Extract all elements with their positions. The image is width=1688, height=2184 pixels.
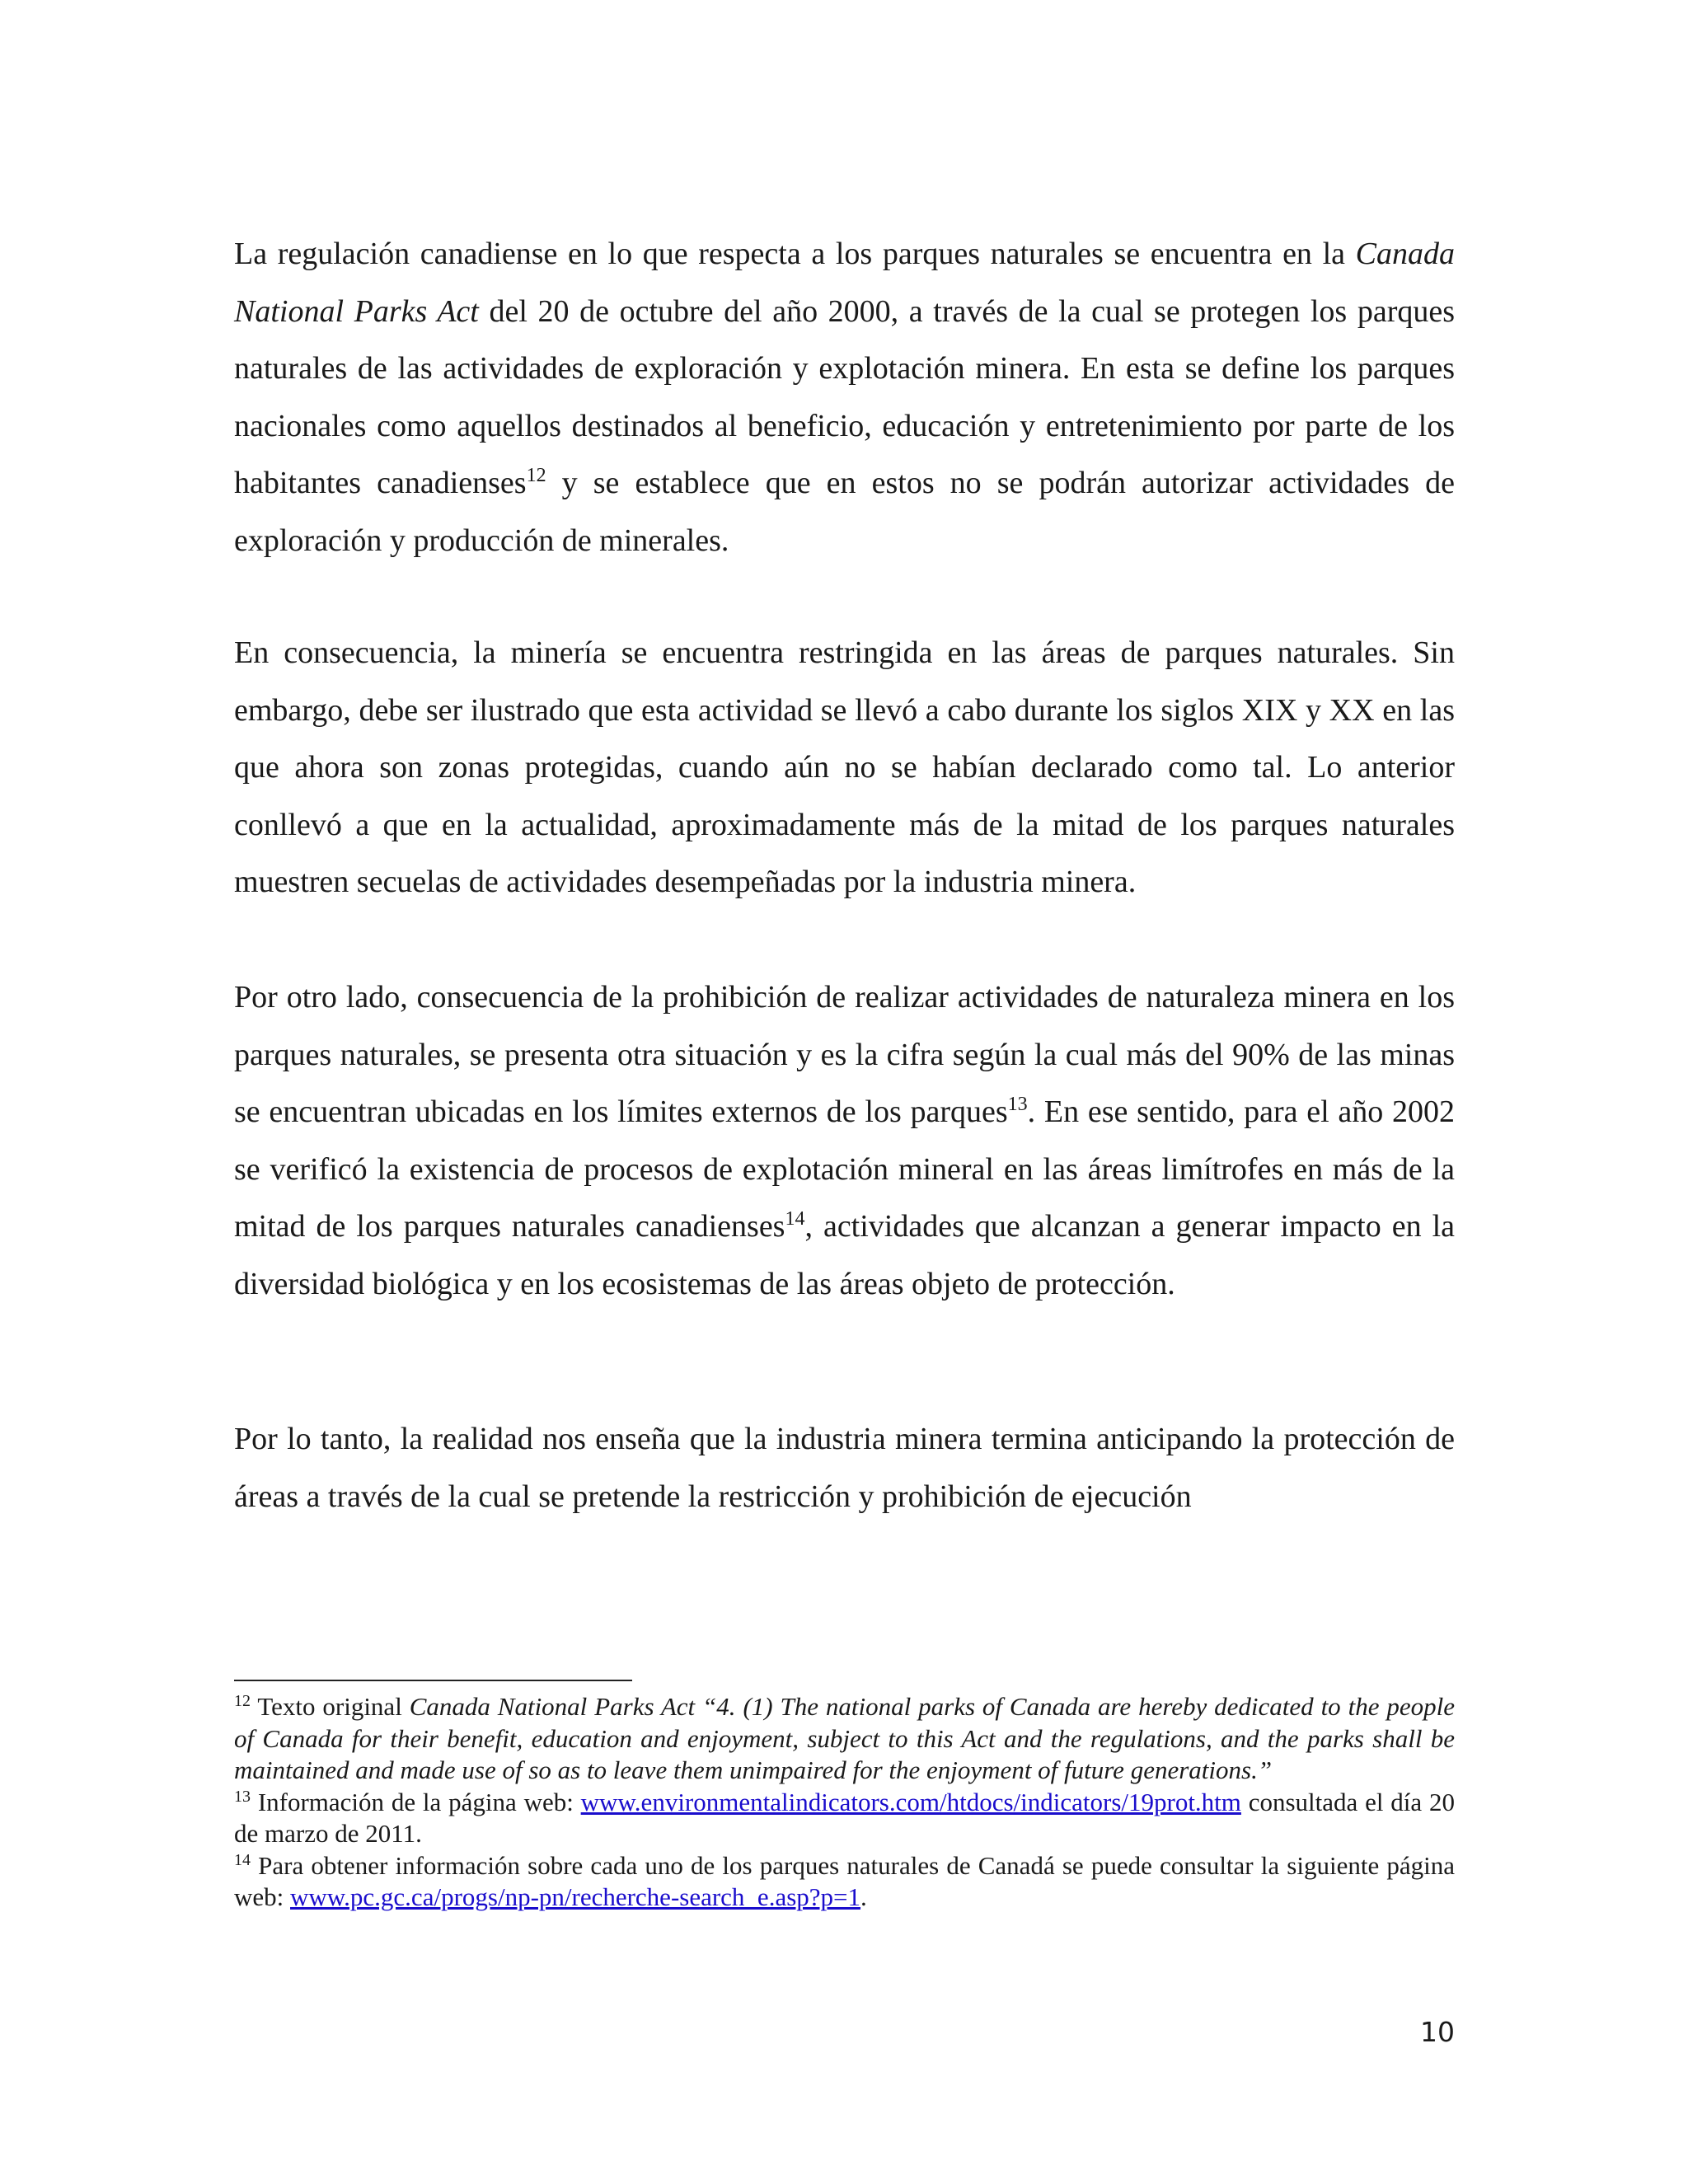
p3-text-a: Por otro lado, consecuencia de la prohibición de realizar actividades de naturaleza minera en los parques naturales, se presenta otra situación y es la cifra según la cual más del 90% de las minas se encuentran ubicadas en los límites externos de los parques xyxy=(234,980,1455,1130)
footnote-13-link[interactable]: www.environmentalindicators.com/htdocs/indicators/19prot.htm xyxy=(580,1787,1241,1816)
paragraph-canada-parks-act xyxy=(234,226,1455,570)
footnote-14-text-b: . xyxy=(860,1882,867,1911)
footnote-14 xyxy=(234,1850,1455,1914)
p1-text-a: La regulación canadiense en lo que respecta a los parques naturales se encuentra en la xyxy=(234,237,1356,271)
footnotes xyxy=(234,1691,1455,1914)
footnote-13-text-a: Información de la página web: xyxy=(251,1787,581,1816)
page-number: 10 xyxy=(1420,2016,1455,2048)
footnote-13 xyxy=(234,1787,1455,1850)
p1-text-d: y se establece que en estos no se podrán autorizar actividades de exploración y producción de minerales. xyxy=(234,466,1455,558)
footnote-12 xyxy=(234,1691,1455,1787)
footnote-14-text-a: Para obtener información sobre cada uno de los parques naturales de Canadá se puede consultar la siguiente página web: xyxy=(234,1850,1455,1911)
footnote-12-text-a: Texto original xyxy=(251,1692,410,1721)
paragraph-por-lo-tanto: Por lo tanto, la realidad nos enseña que la industria minera termina anticipando la protección de áreas a través de la cual se pretende la restricción y prohibición de ejecución xyxy=(234,1422,1455,1514)
footnote-number-14: 14 xyxy=(234,1850,251,1869)
footnote-ref-13[interactable]: 13 xyxy=(1007,1094,1028,1116)
p3-text-c: , actividades que alcanzan a generar impacto en la diversidad biológica y en los ecosistemas de las áreas objeto de protección. xyxy=(234,1209,1455,1301)
footnote-ref-12[interactable]: 12 xyxy=(526,465,546,487)
footnote-13-text-b: consultada el día 20 de marzo de 2011. xyxy=(234,1787,1455,1848)
footnote-number-12: 12 xyxy=(234,1692,251,1710)
p1-text-c: del 20 de octubre del año 2000, a través de la cual se protegen los parques naturales de las actividades de exploración y explotación minera. En esta se define los parques nacionales como aquellos destinados al beneficio, educación y entretenimiento por parte de los habitantes canadienses xyxy=(234,293,1456,501)
paragraph-consecuencia: En consecuencia, la minería se encuentra restringida en las áreas de parques naturales. Sin embargo, debe ser ilustrado que esta actividad se llevó a cabo durante los siglos XIX y XX en las que ahora son zonas protegidas, cuando aún no se habían declarado como tal. Lo anterior conllevó a que en la actualidad, aproximadamente más de la mitad de los parques naturales muestren secuelas de actividades desempeñadas por la industria minera. xyxy=(234,635,1455,900)
footnote-14-link[interactable]: www.pc.gc.ca/progs/np-pn/recherche-search_e.asp?p=1 xyxy=(290,1882,861,1911)
footnote-separator xyxy=(234,1680,632,1681)
p3-text-b: . En ese sentido, para el año 2002 se verificó la existencia de procesos de explotación mineral en las áreas limítrofes en más de la mitad de los parques naturales canadienses xyxy=(234,1094,1455,1244)
p1-act-title: Canada National Parks Act xyxy=(234,237,1455,329)
paragraph-por-otro-lado xyxy=(234,969,1455,1314)
footnote-number-13: 13 xyxy=(234,1787,251,1806)
footnote-ref-14[interactable]: 14 xyxy=(785,1208,805,1230)
footnote-12-quote: Canada National Parks Act “4. (1) The national parks of Canada are hereby dedicated to the people of Canada for their benefit, education and enjoyment, subject to this Act and the regulations, and the parks shall be maintained and made use of so as to leave them unimpaired for the enjoyment of future generations.” xyxy=(234,1692,1455,1784)
